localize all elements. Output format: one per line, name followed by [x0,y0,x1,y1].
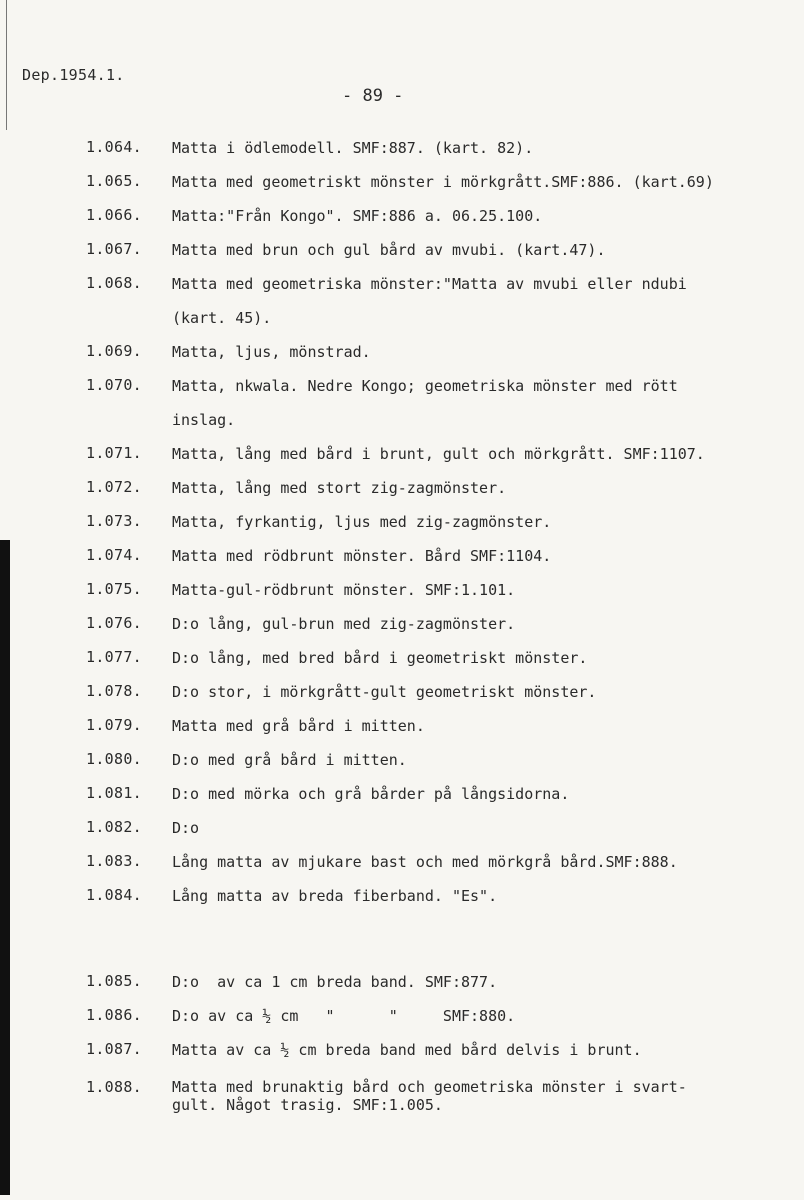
entry-number: 1.064. [86,138,142,156]
entry-description [172,682,792,716]
entry-number: 1.082. [86,818,142,836]
entry-description [172,716,792,750]
entry-description [172,648,792,682]
entry-line: Matta-gul-rödbrunt mönster. SMF:1.101. [172,581,516,599]
margin-line [6,0,7,130]
entry-number: 1.072. [86,478,142,496]
entry-number: 1.088. [86,1078,142,1096]
entry-description [172,852,792,886]
entry-line: D:o [172,819,200,837]
entry-description [172,138,792,172]
entry-description [172,818,792,852]
entry-number: 1.071. [86,444,142,462]
entry-number: 1.085. [86,972,142,990]
entry-line: D:o med mörka och grå bårder på långsidorna. [172,785,570,803]
entry-line: D:o lång, med bred bård i geometriskt mönster. [172,649,588,667]
entry-line: Lång matta av mjukare bast och med mörkgrå bård.SMF:888. [172,853,678,871]
page-number: - 89 - [342,86,404,106]
entry-line: Matta med grå bård i mitten. [172,717,425,735]
entry-number: 1.078. [86,682,142,700]
entry-description [172,240,792,274]
entry-number: 1.065. [86,172,142,190]
entry-number: 1.081. [86,784,142,802]
entry-line: Matta, fyrkantig, ljus med zig-zagmönster. [172,513,552,531]
entry-description [172,1040,792,1074]
entry-line: (kart. 45). [172,309,272,327]
entry-line: D:o av ca ½ cm " " SMF:880. [172,1007,516,1025]
entry-line: Matta i ödlemodell. SMF:887. (kart. 82). [172,139,534,157]
entry-description [172,972,792,1006]
entry-description [172,546,792,580]
entry-number: 1.070. [86,376,142,394]
entry-line: Matta med brun och gul bård av mvubi. (kart.47). [172,241,606,259]
entry-description [172,376,792,444]
entry-number: 1.073. [86,512,142,530]
entry-number: 1.079. [86,716,142,734]
entry-line: Matta med rödbrunt mönster. Bård SMF:1104. [172,547,552,565]
margin-shadow [0,540,10,1195]
entry-description [172,886,792,920]
entry-line: D:o med grå bård i mitten. [172,751,407,769]
entry-line: Matta av ca ½ cm breda band med bård delvis i brunt. [172,1041,642,1059]
entry-line: Matta, nkwala. Nedre Kongo; geometriska mönster med rött [172,377,678,395]
entry-description [172,444,792,478]
entry-number: 1.077. [86,648,142,666]
entry-line: Matta:"Från Kongo". SMF:886 a. 06.25.100. [172,207,543,225]
entry-number: 1.087. [86,1040,142,1058]
entry-description [172,784,792,818]
entry-line: Matta, ljus, mönstrad. [172,343,371,361]
entry-number: 1.069. [86,342,142,360]
entry-line: D:o lång, gul-brun med zig-zagmönster. [172,615,516,633]
entry-description [172,206,792,240]
entry-description [172,1078,792,1114]
entry-line: Matta, lång med stort zig-zagmönster. [172,479,507,497]
entry-description [172,478,792,512]
entry-description [172,1006,792,1040]
entry-number: 1.074. [86,546,142,564]
entry-line: Matta, lång med bård i brunt, gult och mörkgrått. SMF:1107. [172,445,705,463]
entry-line: Matta med brunaktig bård och geometriska mönster i svart- [172,1078,687,1096]
entry-number: 1.076. [86,614,142,632]
entry-line: D:o stor, i mörkgrått-gult geometriskt mönster. [172,683,597,701]
deposit-reference: Dep.1954.1. [22,66,125,84]
entry-line: Matta med geometriska mönster:"Matta av mvubi eller ndubi [172,275,687,293]
entry-number: 1.086. [86,1006,142,1024]
entry-description [172,512,792,546]
entry-description [172,580,792,614]
entry-description [172,274,792,342]
entry-description [172,614,792,648]
entry-description [172,172,792,206]
entry-line: Lång matta av breda fiberband. "Es". [172,887,498,905]
entry-description [172,342,792,376]
entry-line: D:o av ca 1 cm breda band. SMF:877. [172,973,498,991]
entry-line: inslag. [172,411,236,429]
entry-number: 1.075. [86,580,142,598]
entry-number: 1.068. [86,274,142,292]
entry-line: Matta med geometriskt mönster i mörkgrått.SMF:886. (kart.69) [172,173,714,191]
entry-number: 1.080. [86,750,142,768]
entry-number: 1.066. [86,206,142,224]
entry-number: 1.067. [86,240,142,258]
entry-description [172,750,792,784]
entry-number: 1.083. [86,852,142,870]
entry-line: gult. Något trasig. SMF:1.005. [172,1096,443,1114]
entry-number: 1.084. [86,886,142,904]
